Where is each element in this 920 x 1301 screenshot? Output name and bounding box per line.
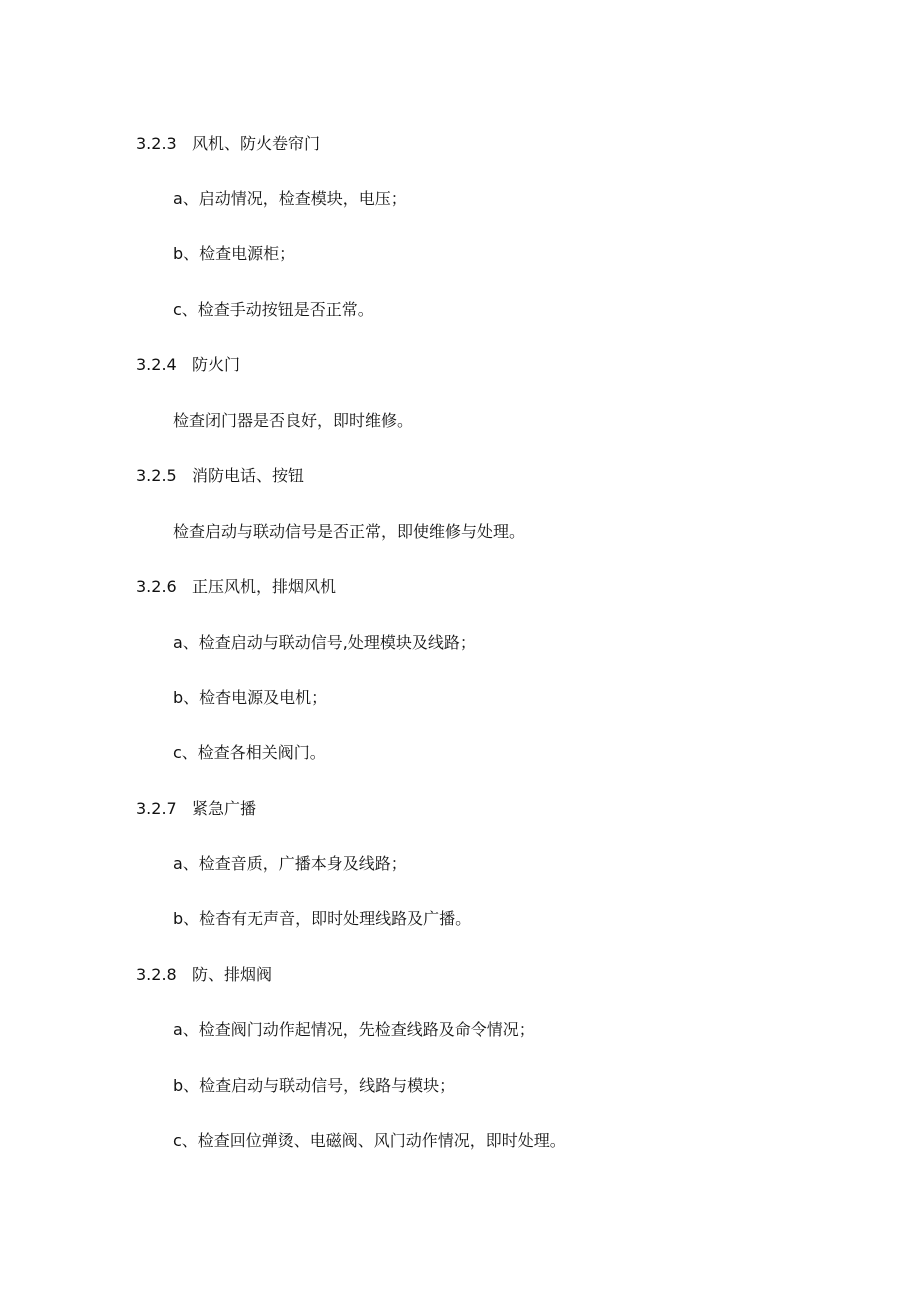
section-number: 3.2.8 — [136, 965, 177, 984]
section-heading — [136, 798, 256, 820]
list-item: b、检杳有无声音，即时处理线路及广播。 — [173, 909, 472, 928]
section-heading — [136, 354, 240, 376]
section-title: 风机、防火卷帘门 — [192, 134, 321, 153]
section-title: 正压风机，排烟风机 — [192, 577, 337, 596]
list-item: 检查启动与联动信号是否正常，即使维修与处理。 — [173, 522, 526, 541]
list-item: a、检查阀门动作起情况，先检查线路及命令情况； — [173, 1020, 535, 1039]
list-item: a、检查启动与联动信号,处理模块及线路； — [173, 633, 476, 652]
list-item: 检查闭门器是否良好，即时维修。 — [173, 411, 414, 430]
list-item: b、检杳电源及电机； — [173, 688, 328, 707]
section-number: 3.2.6 — [136, 577, 177, 596]
section-title: 防火门 — [192, 355, 241, 374]
list-item: c、检查回位弹烫、电磁阀、风门动作情况，即时处理。 — [173, 1131, 566, 1150]
section-number: 3.2.4 — [136, 355, 177, 374]
list-item: c、检查各相关阀门。 — [173, 743, 326, 762]
list-item: a、检查音质，广播本身及线路； — [173, 854, 407, 873]
list-item: c、检查手动按钮是否正常。 — [173, 300, 374, 319]
section-heading — [136, 465, 304, 487]
list-item: b、检查电源柜； — [173, 244, 296, 263]
section-number: 3.2.5 — [136, 466, 177, 485]
section-number: 3.2.7 — [136, 799, 177, 818]
section-number: 3.2.3 — [136, 134, 177, 153]
section-heading — [136, 133, 320, 155]
section-heading — [136, 964, 272, 986]
section-title: 紧急广播 — [192, 799, 257, 818]
list-item: b、检查启动与联动信号，线路与模块； — [173, 1076, 456, 1095]
section-title: 消防电话、按钮 — [192, 466, 305, 485]
section-title: 防、排烟阀 — [192, 965, 273, 984]
section-heading — [136, 576, 336, 598]
list-item: a、启动情况，检查模块，电压； — [173, 189, 407, 208]
